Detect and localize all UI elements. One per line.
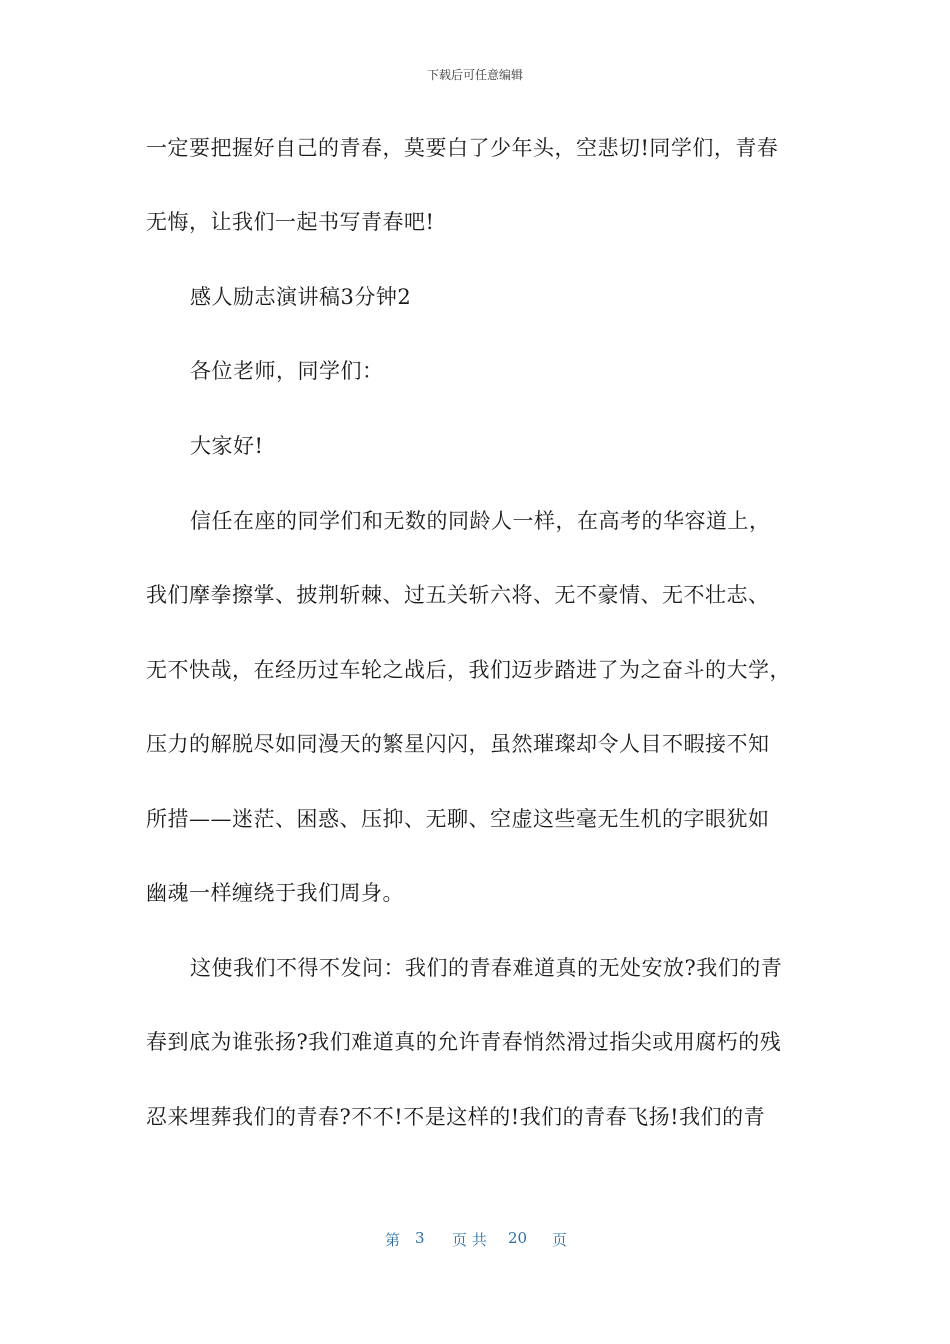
body-line: 这使我们不得不发问：我们的青春难道真的无处安放?我们的青	[190, 956, 783, 980]
body-line: 一定要把握好自己的青春，莫要白了少年头，空悲切!同学们，青春	[146, 136, 779, 160]
footer-middle: 页 共	[452, 1231, 487, 1249]
salutation: 各位老师，同学们：	[190, 359, 384, 383]
body-line: 春到底为谁张扬?我们难道真的允许青春悄然滑过指尖或用腐朽的残	[146, 1030, 782, 1054]
body-line: 压力的解脱尽如同漫天的繁星闪闪，虽然璀璨却令人目不暇接不知	[146, 732, 770, 756]
total-pages-number: 20	[508, 1229, 528, 1247]
current-page-number: 3	[415, 1229, 425, 1247]
footer-suffix: 页	[552, 1231, 568, 1249]
body-line: 无不快哉，在经历过车轮之战后，我们迈步踏进了为之奋斗的大学，	[146, 658, 791, 682]
body-line: 我们摩拳擦掌、披荆斩棘、过五关斩六将、无不豪情、无不壮志、	[146, 583, 770, 607]
body-line: 无悔，让我们一起书写青春吧!	[146, 210, 435, 234]
header-note: 下载后可任意编辑	[426, 68, 523, 82]
section-heading: 感人励志演讲稿3分钟2	[190, 285, 412, 309]
greeting: 大家好!	[190, 434, 264, 458]
body-line: 忍来埋葬我们的青春?不不!不是这样的!我们的青春飞扬!我们的青	[146, 1105, 766, 1129]
body-line: 信任在座的同学们和无数的同龄人一样，在高考的华容道上，	[190, 509, 771, 533]
footer-prefix: 第	[385, 1231, 401, 1249]
body-line: 幽魂一样缠绕于我们周身。	[146, 881, 404, 905]
page-footer	[0, 1229, 950, 1251]
body-line: 所措——迷茫、困惑、压抑、无聊、空虚这些毫无生机的字眼犹如	[146, 807, 770, 831]
